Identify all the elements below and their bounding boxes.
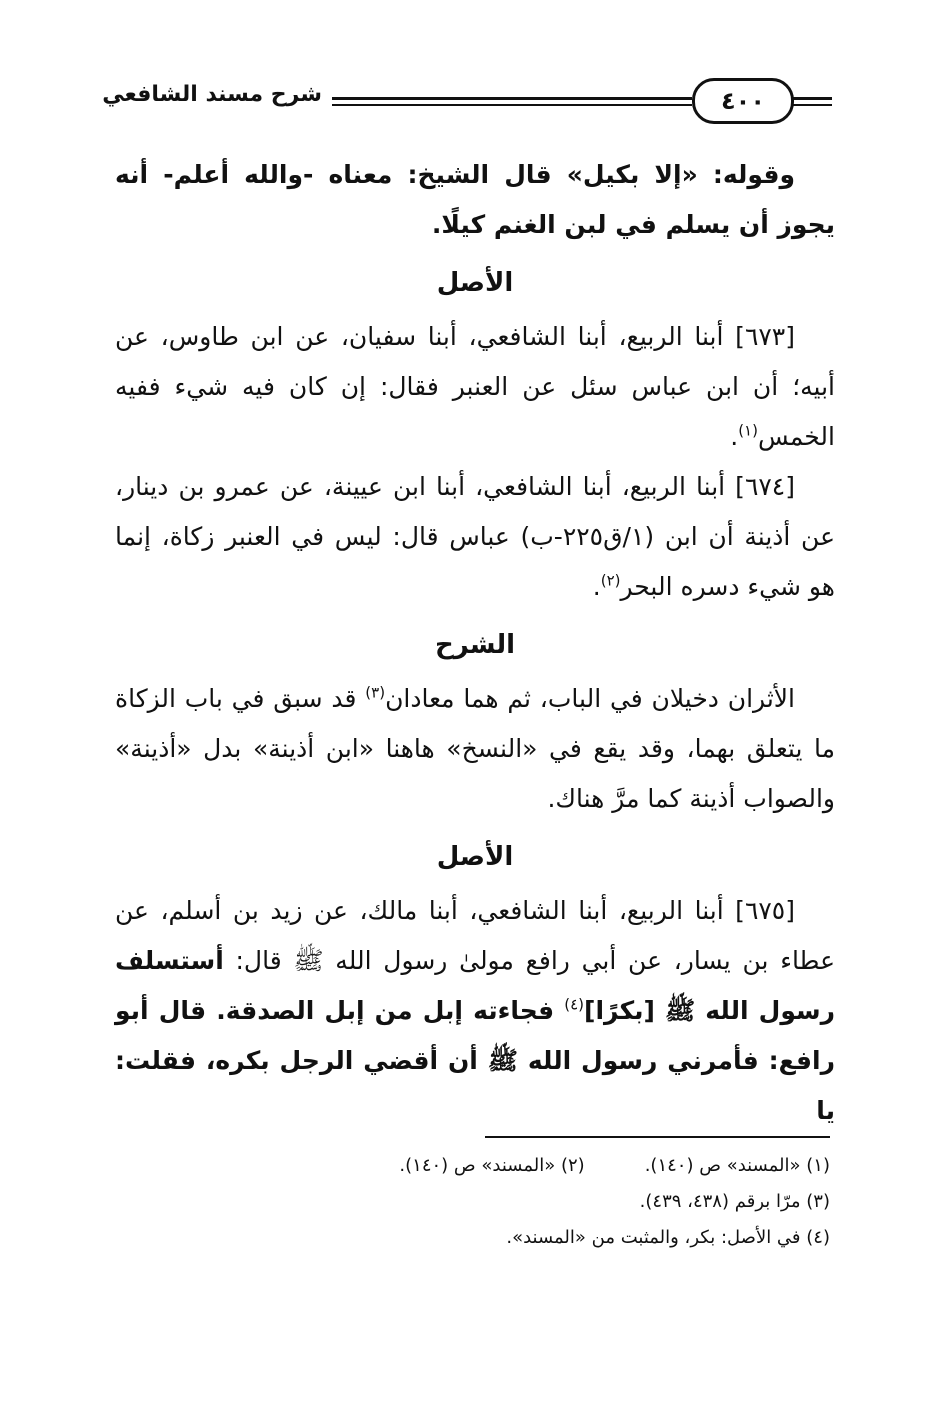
footnote-marker-2: (٢) [600,571,621,590]
main-text [115,150,835,1136]
running-header [102,76,832,128]
footnote-1: (١) «المسند» ص (١٤٠). [644,1155,830,1176]
section-heading-asl-2: الأصل [436,842,514,872]
paragraph-675-bold-a: أستسلف رسول الله ﷺ [بكرًا] [115,946,836,1025]
footnote-marker-1: (١) [738,421,758,440]
footnote-marker-3: (٣) [365,683,386,702]
commentary-text-a: الأثران دخيلان في الباب، ثم هما معادان [385,684,795,713]
section-heading-asl-1: الأصل [436,268,514,298]
paragraph-674 [115,462,835,612]
header-rule-tail [788,97,832,106]
paragraph-673-end: . [730,422,739,451]
footnote-2: (٢) «المسند» ص (١٤٠). [399,1155,585,1176]
paragraph-675-bold-b: فجاءته إبل من إبل الصدقة. قال أبو رافع: فأمرني رسول الله ﷺ أن أقضي الرجل بكره، فقلت: يا [115,996,835,1125]
paragraph-intro: وقوله: «إلا بكيل» قال الشيخ: معناه -والله أعلم- أنه يجوز أن يسلم في لبن الغنم كيلًا. [115,160,835,239]
running-title: شرح مسند الشافعي [92,82,332,107]
footnote-4: (٤) في الأصل: بكر، والمثبت من «المسند». [506,1227,830,1248]
footnotes [115,1148,830,1256]
footnote-row [115,1148,830,1184]
commentary-text-b: قد سبق في باب الزكاة ما يتعلق بهما، وقد يقع في «النسخ» هاهنا «ابن أذينة» بدل «أذينة» والصواب أذينة كما مرَّ هناك. [115,684,835,813]
footnote-marker-4: (٤) [564,995,585,1014]
paragraph-commentary [115,674,835,824]
paragraph-673 [115,312,835,462]
paragraph-675-text-a: [٦٧٥] أبنا الربيع، أبنا الشافعي، أبنا مالك، عن زيد بن أسلم، عن عطاء بن يسار، عن أبي رافع مولىٰ رسول الله ﷺ قال: [115,896,835,975]
paragraph-675 [115,886,835,1136]
page-number: ٤٠٠ [692,78,794,124]
section-heading-sharh: الشرح [434,630,516,660]
paragraph-674-end: . [592,572,601,601]
paragraph-674-text: [٦٧٤] أبنا الربيع، أبنا الشافعي، أبنا ابن عيينة، عن عمرو بن دينار، عن أذينة أن ابن (١/ق٢٢٥-ب) عباس قال: ليس في العنبر زكاة، إنما هو شيء دسره البحر [115,472,836,601]
footnote-3: (٣) مرّا برقم (٤٣٨، ٤٣٩). [639,1191,830,1212]
footnote-separator [485,1136,830,1138]
paragraph-673-text: [٦٧٣] أبنا الربيع، أبنا الشافعي، أبنا سفيان، عن ابن طاوس، عن أبيه؛ أن ابن عباس سئل عن العنبر فقال: إن كان فيه شيء ففيه الخمس [115,322,835,451]
